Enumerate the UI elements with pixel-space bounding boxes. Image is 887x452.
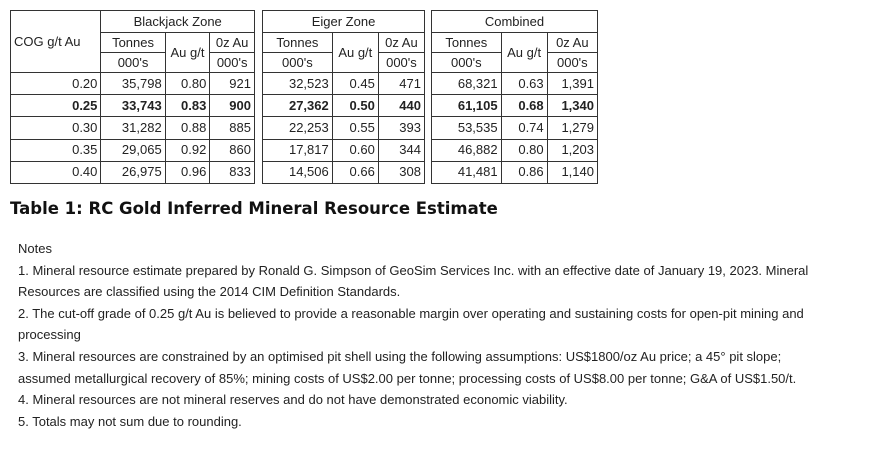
table-row bbox=[263, 117, 425, 139]
tonnes-value: 22,253 bbox=[263, 117, 333, 139]
note-item: 1. Mineral resource estimate prepared by Ronald G. Simpson of GeoSim Services Inc. with an effective date of January 19, 2023. Mineral Resources are classified using the 2014 CIM Definition Standards. bbox=[18, 262, 809, 300]
tonnes-unit: 000's bbox=[101, 53, 165, 73]
ounces-header: 0z Au bbox=[547, 33, 597, 53]
tonnes-value: 27,362 bbox=[263, 95, 333, 117]
ounces-unit: 000's bbox=[547, 53, 597, 73]
ounces-value: 860 bbox=[210, 139, 255, 161]
grade-value: 0.50 bbox=[332, 95, 378, 117]
grade-value: 0.74 bbox=[501, 117, 547, 139]
ounces-value: 900 bbox=[210, 95, 255, 117]
grade-header: Au g/t bbox=[332, 33, 378, 73]
ounces-value: 393 bbox=[378, 117, 424, 139]
grade-value: 0.83 bbox=[165, 95, 210, 117]
tonnes-value: 35,798 bbox=[101, 73, 165, 95]
grade-value: 0.45 bbox=[332, 73, 378, 95]
cog-value: 0.40 bbox=[11, 161, 101, 183]
ounces-value: 1,340 bbox=[547, 95, 597, 117]
tonnes-header: Tonnes bbox=[432, 33, 502, 53]
table-row bbox=[432, 139, 598, 161]
ounces-value: 921 bbox=[210, 73, 255, 95]
table-row bbox=[11, 117, 255, 139]
ounces-value: 471 bbox=[378, 73, 424, 95]
table-caption: Table 1: RC Gold Inferred Mineral Resource Estimate bbox=[10, 199, 498, 218]
note-item: 5. Totals may not sum due to rounding. bbox=[18, 413, 242, 429]
grade-value: 0.86 bbox=[501, 161, 547, 183]
ounces-value: 885 bbox=[210, 117, 255, 139]
grade-value: 0.63 bbox=[501, 73, 547, 95]
tonnes-value: 41,481 bbox=[432, 161, 502, 183]
ounces-value: 440 bbox=[378, 95, 424, 117]
notes-section bbox=[18, 238, 818, 432]
cog-value: 0.30 bbox=[11, 117, 101, 139]
grade-value: 0.92 bbox=[165, 139, 210, 161]
grade-value: 0.80 bbox=[501, 139, 547, 161]
grade-value: 0.80 bbox=[165, 73, 210, 95]
table-row bbox=[263, 139, 425, 161]
tonnes-value: 29,065 bbox=[101, 139, 165, 161]
note-item: 3. Mineral resources are constrained by an optimised pit shell using the following assumptions: US$1800/oz Au price; a 45° pit slope; assumed metallurgical recovery of 85%; mining costs of US$2.00 per tonne; processing costs of US$8.00 per tonne; G&A of US$1.50/t. bbox=[18, 348, 797, 386]
tonnes-value: 53,535 bbox=[432, 117, 502, 139]
ounces-value: 1,140 bbox=[547, 161, 597, 183]
ounces-unit: 000's bbox=[210, 53, 255, 73]
cog-value: 0.35 bbox=[11, 139, 101, 161]
table-row bbox=[11, 73, 255, 95]
cog-header: COG g/t Au bbox=[11, 11, 101, 73]
ounces-value: 1,203 bbox=[547, 139, 597, 161]
tonnes-value: 61,105 bbox=[432, 95, 502, 117]
combined-table bbox=[431, 10, 598, 184]
tonnes-unit: 000's bbox=[263, 53, 333, 73]
blackjack-zone-table bbox=[10, 10, 255, 184]
note-item: 4. Mineral resources are not mineral reserves and do not have demonstrated economic viability. bbox=[18, 392, 568, 408]
tonnes-value: 32,523 bbox=[263, 73, 333, 95]
ounces-value: 308 bbox=[378, 161, 424, 183]
tonnes-value: 31,282 bbox=[101, 117, 165, 139]
table-row bbox=[432, 161, 598, 183]
table-row bbox=[263, 161, 425, 183]
tonnes-value: 68,321 bbox=[432, 73, 502, 95]
notes-title: Notes bbox=[18, 241, 52, 256]
tonnes-value: 46,882 bbox=[432, 139, 502, 161]
ounces-value: 1,279 bbox=[547, 117, 597, 139]
zone-header: Blackjack Zone bbox=[101, 11, 255, 33]
grade-value: 0.60 bbox=[332, 139, 378, 161]
grade-header: Au g/t bbox=[501, 33, 547, 73]
grade-value: 0.68 bbox=[501, 95, 547, 117]
tonnes-value: 26,975 bbox=[101, 161, 165, 183]
table-row-highlighted bbox=[432, 95, 598, 117]
grade-value: 0.96 bbox=[165, 161, 210, 183]
table-row bbox=[11, 139, 255, 161]
zone-header: Combined bbox=[432, 11, 598, 33]
ounces-header: 0z Au bbox=[378, 33, 424, 53]
grade-header: Au g/t bbox=[165, 33, 210, 73]
ounces-value: 344 bbox=[378, 139, 424, 161]
ounces-value: 1,391 bbox=[547, 73, 597, 95]
ounces-value: 833 bbox=[210, 161, 255, 183]
ounces-unit: 000's bbox=[378, 53, 424, 73]
table-row bbox=[432, 73, 598, 95]
table-row-highlighted bbox=[263, 95, 425, 117]
table-row bbox=[432, 117, 598, 139]
cog-value: 0.20 bbox=[11, 73, 101, 95]
tonnes-value: 33,743 bbox=[101, 95, 165, 117]
tonnes-header: Tonnes bbox=[101, 33, 165, 53]
tonnes-value: 14,506 bbox=[263, 161, 333, 183]
eiger-zone-table bbox=[262, 10, 425, 184]
note-item: 2. The cut-off grade of 0.25 g/t Au is believed to provide a reasonable margin over operating and sustaining costs for open-pit mining and processing bbox=[18, 305, 804, 343]
table-row bbox=[11, 161, 255, 183]
table-row bbox=[263, 73, 425, 95]
cog-value: 0.25 bbox=[11, 95, 101, 117]
tonnes-value: 17,817 bbox=[263, 139, 333, 161]
tonnes-header: Tonnes bbox=[263, 33, 333, 53]
grade-value: 0.55 bbox=[332, 117, 378, 139]
ounces-header: 0z Au bbox=[210, 33, 255, 53]
grade-value: 0.88 bbox=[165, 117, 210, 139]
grade-value: 0.66 bbox=[332, 161, 378, 183]
table-row-highlighted bbox=[11, 95, 255, 117]
zone-header: Eiger Zone bbox=[263, 11, 425, 33]
tonnes-unit: 000's bbox=[432, 53, 502, 73]
